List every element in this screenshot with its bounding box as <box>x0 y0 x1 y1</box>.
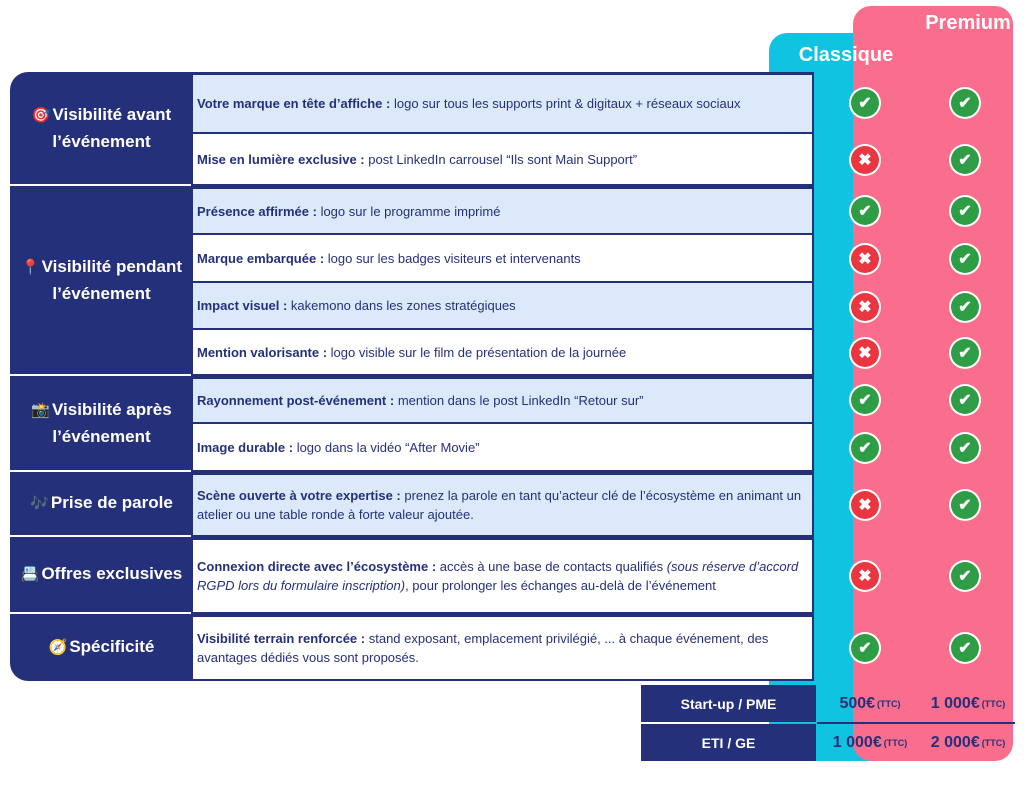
feature-title: Mise en lumière exclusive : <box>197 151 365 167</box>
category-3 <box>10 376 193 470</box>
music-notes-icon: 🎶 <box>30 495 49 512</box>
feature-text: logo sur le programme imprimé <box>316 203 501 219</box>
cross-icon: ✖ <box>851 562 879 590</box>
check-icon: ✔ <box>951 634 979 662</box>
feature-description <box>197 391 644 410</box>
check-icon: ✔ <box>951 245 979 273</box>
feature-text: logo sur les badges visiteurs et intervenants <box>324 250 581 266</box>
feature-title: Marque embarquée : <box>197 250 325 266</box>
pricing-label: ETI / GE <box>641 724 816 761</box>
feature-text: mention dans le post LinkedIn “Retour sur” <box>394 393 644 408</box>
feature-row <box>191 537 814 614</box>
check-icon: ✔ <box>951 339 979 367</box>
feature-description <box>197 202 500 221</box>
feature-title: Impact visuel : <box>197 298 288 313</box>
feature-text: logo sur tous les supports print & digitaux + réseaux sociaux <box>390 96 741 111</box>
feature-row <box>191 424 814 472</box>
premium-column-header: Premium <box>925 12 1011 34</box>
feature-text: logo visible sur le film de présentation de la journée <box>327 344 627 360</box>
pricing-divider <box>817 722 1015 724</box>
map-pin-icon: 📍 <box>20 258 40 276</box>
classique-column-header: Classique <box>798 44 894 66</box>
category-1 <box>10 72 193 184</box>
price-premium <box>923 685 1013 722</box>
check-icon: ✔ <box>951 197 979 225</box>
compass-icon: 🧭 <box>48 639 68 656</box>
feature-row <box>191 235 814 283</box>
feature-row <box>191 72 814 134</box>
feature-row <box>191 376 814 424</box>
feature-description <box>197 296 516 315</box>
price-value: 2 000€ <box>930 733 980 751</box>
feature-title: Votre marque en tête d’affiche : <box>197 96 391 111</box>
feature-description <box>197 94 740 113</box>
price-suffix: (TTC) <box>981 698 1006 709</box>
check-icon: ✔ <box>851 386 879 414</box>
price-classique <box>817 724 923 761</box>
price-suffix: (TTC) <box>877 698 901 709</box>
feature-text: accès à une base de contacts qualifiés <box>436 559 667 574</box>
check-icon: ✔ <box>951 89 979 117</box>
feature-note: (sous réserve d’accord RGPD lors du formulaire inscription) <box>197 559 799 593</box>
category-6 <box>10 614 193 681</box>
category-text: Prise de parole <box>50 493 173 512</box>
category-label <box>21 561 183 588</box>
pricing-label: Start-up / PME <box>641 685 816 722</box>
category-text: Visibilité après l’événement <box>51 399 172 446</box>
category-text: Visibilité pendant l’événement <box>41 256 183 303</box>
price-value: 500€ <box>839 694 876 712</box>
category-5 <box>10 537 193 612</box>
check-icon: ✔ <box>951 491 979 519</box>
price-premium <box>923 724 1013 761</box>
price-value: 1 000€ <box>832 733 882 751</box>
check-icon: ✔ <box>951 146 979 174</box>
feature-description <box>197 150 637 169</box>
price-suffix: (TTC) <box>981 737 1006 748</box>
feature-row <box>191 186 814 235</box>
price-value: 1 000€ <box>930 694 980 712</box>
card-index-icon: 📇 <box>20 566 40 583</box>
feature-text: kakemono dans les zones stratégiques <box>287 298 516 313</box>
feature-title: Mention valorisante : <box>197 344 328 360</box>
category-text: Spécificité <box>69 637 155 656</box>
feature-row <box>191 472 814 537</box>
cross-icon: ✖ <box>851 146 879 174</box>
feature-description <box>197 343 626 362</box>
feature-row <box>191 330 814 376</box>
feature-title: Connexion directe avec l’écosystème : <box>197 559 437 574</box>
price-classique <box>817 685 923 722</box>
check-icon: ✔ <box>851 434 879 462</box>
feature-description <box>197 486 808 524</box>
feature-text: logo dans la vidéo “After Movie” <box>293 439 480 455</box>
feature-description <box>197 438 480 457</box>
cross-icon: ✖ <box>851 293 879 321</box>
feature-title: Scène ouverte à votre expertise : <box>197 488 401 503</box>
category-label <box>49 634 155 661</box>
check-icon: ✔ <box>851 634 879 662</box>
feature-title: Rayonnement post-événement : <box>197 393 395 408</box>
category-label <box>30 490 173 517</box>
feature-title: Image durable : <box>197 439 294 455</box>
category-label <box>14 397 189 450</box>
cross-icon: ✖ <box>851 491 879 519</box>
feature-title: Présence affirmée : <box>197 203 317 219</box>
category-text: Visibilité avant l’événement <box>52 104 172 151</box>
feature-text: stand exposant, emplacement privilégié, ... à chaque événement, des avantages dédiés vous sont proposés. <box>197 631 769 665</box>
cross-icon: ✖ <box>851 339 879 367</box>
price-suffix: (TTC) <box>883 737 908 748</box>
feature-row <box>191 134 814 186</box>
feature-row <box>191 614 814 681</box>
category-text: Offres exclusives <box>41 564 183 583</box>
check-icon: ✔ <box>951 386 979 414</box>
check-icon: ✔ <box>951 434 979 462</box>
cross-icon: ✖ <box>851 245 879 273</box>
feature-title: Visibilité terrain renforcée : <box>197 631 366 646</box>
feature-description <box>197 249 581 268</box>
target-icon: 🎯 <box>31 106 51 124</box>
feature-description <box>197 557 808 595</box>
check-icon: ✔ <box>851 89 879 117</box>
feature-row <box>191 283 814 330</box>
category-2 <box>10 186 193 374</box>
category-label <box>14 254 189 307</box>
feature-text: prenez la parole en tant qu’acteur clé de l’écosystème en animant un atelier ou une table ronde à forte valeur ajoutée. <box>197 488 802 522</box>
category-4 <box>10 472 193 535</box>
feature-description <box>197 629 808 667</box>
feature-text: post LinkedIn carrousel “Ils sont Main Support” <box>364 151 638 167</box>
check-icon: ✔ <box>951 293 979 321</box>
check-icon: ✔ <box>851 197 879 225</box>
camera-icon: 📸 <box>31 401 50 419</box>
check-icon: ✔ <box>951 562 979 590</box>
category-label <box>14 102 189 155</box>
feature-text-continued: , pour prolonger les échanges au-delà de l’événement <box>405 578 716 593</box>
